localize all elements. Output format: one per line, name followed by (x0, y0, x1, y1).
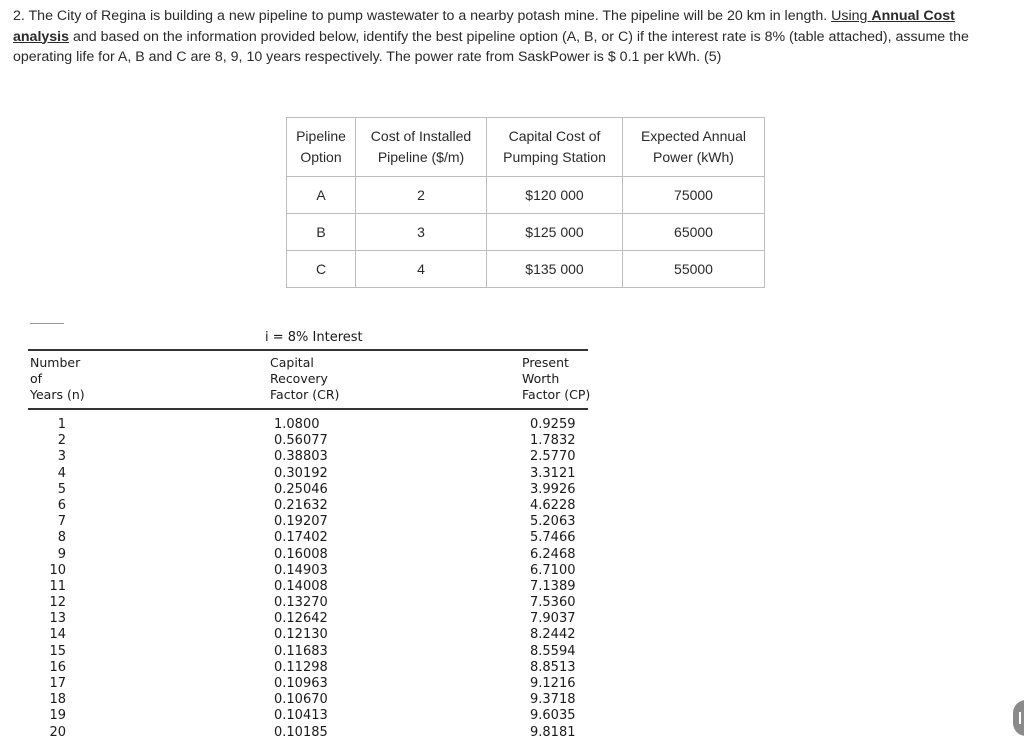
years-column (46, 417, 66, 741)
header-installed-cost: Cost of Installed Pipeline ($/m) (356, 118, 487, 177)
table-cell: 1.7832 (530, 433, 576, 449)
table-cell: 5 (57, 481, 66, 497)
table-cell: 9.6035 (530, 708, 576, 724)
cell: 65000 (623, 214, 765, 251)
table-cell: 9.3718 (530, 692, 576, 708)
table-cell: 0.13270 (274, 595, 328, 611)
table-cell: 7 (57, 514, 66, 530)
table-cell: 10 (49, 562, 66, 578)
table-cell: 5.7466 (530, 530, 576, 546)
cell: A (287, 177, 356, 214)
table-cell: 6 (57, 497, 66, 513)
table-cell: 8.8513 (530, 659, 576, 675)
table-cell: 8.2442 (530, 627, 576, 643)
header-present-worth: Present Worth Factor (CP) (522, 355, 591, 402)
cell: $120 000 (487, 177, 623, 214)
table-cell: 1.0800 (274, 417, 320, 432)
table-cell: 0.10670 (274, 692, 328, 708)
table-cell: 9.1216 (530, 676, 576, 691)
table-cell: 20 (49, 724, 66, 740)
table-cell: 0.12642 (274, 611, 328, 627)
table-row (287, 251, 765, 288)
table-cell: 4.6228 (530, 497, 576, 513)
table-cell: 4 (57, 465, 66, 481)
table-cell: 0.14903 (274, 562, 328, 578)
present-worth-column (530, 417, 576, 741)
table-cell: 13 (49, 611, 66, 627)
table-cell: 0.14008 (274, 578, 328, 594)
divider (30, 323, 64, 324)
table-cell: 16 (49, 659, 66, 675)
table-cell: 3.9926 (530, 481, 576, 497)
table-cell: 17 (49, 676, 66, 691)
table-cell: 0.56077 (274, 433, 328, 449)
cell: B (287, 214, 356, 251)
table-cell: 0.25046 (274, 481, 328, 497)
table-cell: 2.5770 (530, 449, 576, 465)
table-cell: 6.2468 (530, 546, 576, 562)
table-cell: 15 (49, 643, 66, 659)
table-cell: 0.30192 (274, 465, 328, 481)
table-cell: 3.3121 (530, 465, 576, 481)
cell: 75000 (623, 177, 765, 214)
table-row (287, 177, 765, 214)
cell: $125 000 (487, 214, 623, 251)
table-cell: 14 (49, 627, 66, 643)
table-cell: 8 (57, 530, 66, 546)
header-annual-power: Expected Annual Power (kWh) (623, 118, 765, 177)
cell: 2 (356, 177, 487, 214)
cell: 4 (356, 251, 487, 288)
table-cell: 8.5594 (530, 643, 576, 659)
table-cell: 0.10963 (274, 676, 328, 691)
table-cell: 5.2063 (530, 514, 576, 530)
annual-cost-analysis-emphasis: Using Annual Cost analysis (13, 8, 955, 45)
capital-recovery-column (274, 417, 328, 741)
table-cell: 18 (49, 692, 66, 708)
header-capital-cost: Capital Cost of Pumping Station (487, 118, 623, 177)
table-cell: 9.8181 (530, 724, 576, 740)
table-cell: 12 (49, 595, 66, 611)
header-pipeline-option: Pipeline Option (287, 118, 356, 177)
table-cell: 11 (49, 578, 66, 594)
table-cell: 0.16008 (274, 546, 328, 562)
cell: 3 (356, 214, 487, 251)
divider (28, 349, 588, 351)
table-cell: 0.9259 (530, 417, 576, 432)
cell: $135 000 (487, 251, 623, 288)
options-header-row (287, 118, 765, 177)
table-cell: 0.10413 (274, 708, 328, 724)
table-cell: 7.1389 (530, 578, 576, 594)
table-cell: 9 (57, 546, 66, 562)
table-cell: 0.17402 (274, 530, 328, 546)
interest-rate-label: i = 8% Interest (265, 330, 363, 345)
scroll-handle[interactable] (1013, 700, 1024, 736)
table-cell: 1 (57, 417, 66, 432)
cell: C (287, 251, 356, 288)
interest-factor-table (28, 322, 598, 746)
table-cell: 0.19207 (274, 514, 328, 530)
table-cell: 6.7100 (530, 562, 576, 578)
question-text: 2. The City of Regina is building a new pipeline to pump wastewater to a nearby potash mine. The pipeline will be 20 km in length. Using Annual Cost analysis and based on the information provided below, identify the best pipeline option (A, B, or C) if the interest rate is 8% (table attached), assume the operating life for A, B and C are 8, 9, 10 years respectively. The power rate from SaskPower is $ 0.1 per kWh. (5) (13, 8, 969, 65)
table-row (287, 214, 765, 251)
table-cell: 7.9037 (530, 611, 576, 627)
table-cell: 0.12130 (274, 627, 328, 643)
pipeline-options-table (286, 117, 765, 288)
table-cell: 19 (49, 708, 66, 724)
table-cell: 0.10185 (274, 724, 328, 740)
header-years: Number of Years (n) (30, 355, 85, 402)
table-cell: 0.11298 (274, 659, 328, 675)
table-cell: 3 (57, 449, 66, 465)
table-cell: 0.21632 (274, 497, 328, 513)
divider (28, 408, 588, 410)
header-capital-recovery: Capital Recovery Factor (CR) (270, 355, 340, 402)
table-cell: 0.38803 (274, 449, 328, 465)
table-cell: 0.11683 (274, 643, 328, 659)
table-cell: 7.5360 (530, 595, 576, 611)
table-cell: 2 (57, 433, 66, 449)
cell: 55000 (623, 251, 765, 288)
